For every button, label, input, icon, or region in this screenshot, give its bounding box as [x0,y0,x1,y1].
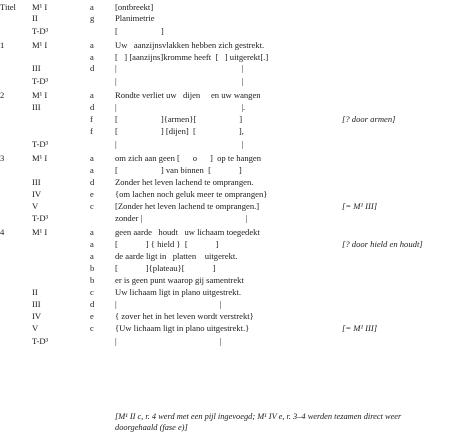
editorial-note: [= M¹ III] [342,323,378,333]
variant-text: [ ] van binnen [ ] [115,165,242,175]
phase-letter: c [90,287,94,297]
variant-text: [ ] { hield } [ ] [115,239,219,249]
variant-row [0,26,450,36]
variant-text: Rondte verliet uw dijen en uw wangen [115,90,261,100]
version-sigil: T-D³ [32,76,49,86]
variant-text: zonder | | [115,213,248,223]
phase-letter: a [90,165,94,175]
version-sigil: III [32,177,41,187]
variant-row [0,213,450,223]
row-label: Titel [0,2,16,12]
variant-text: | | [115,63,244,73]
phase-letter: e [90,311,94,321]
variant-text: | | [115,336,222,346]
variant-row [0,165,450,175]
phase-letter: d [90,63,95,73]
editorial-footnote [115,411,445,433]
phase-letter: a [90,239,94,249]
variant-text: | | [115,76,244,86]
variant-text: [ ]{plateau}[ ] [115,263,216,273]
phase-letter: g [90,13,95,23]
variant-row [0,263,450,273]
version-sigil: M¹ I [32,153,48,163]
variant-row [0,189,450,199]
row-label: 1 [0,40,5,50]
version-sigil: T-D³ [32,336,49,346]
variant-row [0,287,450,297]
variant-row [0,275,450,285]
phase-letter: d [90,299,95,309]
variant-row [0,139,450,149]
phase-letter: d [90,177,95,187]
phase-letter: a [90,251,94,261]
phase-letter: b [90,275,95,285]
variant-row [0,126,450,136]
variant-text: {Uw lichaam ligt in plano uitgestrekt.} [115,323,250,333]
version-sigil: M¹ I [32,2,48,12]
variant-text: [ ] [115,26,164,36]
variant-text: geen aarde houdt uw lichaam toegedekt [115,227,260,237]
row-label: 2 [0,90,5,100]
variant-row [0,299,450,309]
version-sigil: T-D³ [32,139,49,149]
variant-row [0,13,450,23]
version-sigil: IV [32,189,42,199]
phase-letter: a [90,90,94,100]
variant-text: er is geen punt waarop gij samentrekt [115,275,244,285]
variant-row [0,114,450,124]
footnote-line: [M¹ II c, r. 4 werd met een pijl ingevoegd; M¹ IV e, r. 3–4 werden tezamen direct weer [115,412,402,421]
version-sigil: T-D³ [32,213,49,223]
phase-letter: a [90,2,94,12]
variant-row [0,311,450,321]
row-label: 3 [0,153,5,163]
row-label: 4 [0,227,5,237]
variant-row [0,251,450,261]
version-sigil: V [32,201,39,211]
variant-text: Zonder het leven lachend te omprangen. [115,177,254,187]
variant-text: { zover het in het leven wordt verstrekt} [115,311,254,321]
variant-text: | | [115,299,222,309]
version-sigil: M¹ I [32,227,48,237]
version-sigil: T-D³ [32,26,49,36]
variant-row [0,336,450,346]
variant-row [0,153,450,163]
variant-row [0,76,450,86]
variant-row [0,323,450,333]
variant-text: Uw aanzijnsvlakken hebben zich gestrekt. [115,40,265,50]
variant-row [0,63,450,73]
phase-letter: c [90,323,94,333]
variant-text: [ ] [aanzijns]kromme heeft [ ] uitgerekt[.] [115,52,269,62]
variant-row [0,239,450,249]
variant-text: [ ] [dijen] [ ], [115,126,244,136]
variant-row [0,40,450,50]
variant-row [0,52,450,62]
phase-letter: d [90,102,95,112]
variant-text: | |. [115,102,246,112]
phase-letter: a [90,52,94,62]
version-sigil: III [32,299,41,309]
variant-row [0,102,450,112]
variant-text: {om lachen noch geluk meer te omprangen} [115,189,268,199]
footnote-line: doorgehaald (fase e)] [115,423,188,432]
variant-row [0,201,450,211]
phase-letter: a [90,227,94,237]
variant-text: | | [115,139,244,149]
variant-text: om zich aan geen [ o ] op te hangen [115,153,262,163]
version-sigil: II [32,13,38,23]
phase-letter: a [90,153,94,163]
version-sigil: III [32,63,41,73]
variant-row [0,227,450,237]
variant-text: [ontbreekt] [115,2,154,12]
variant-text: de aarde ligt in platten uitgerekt. [115,251,238,261]
phase-letter: a [90,40,94,50]
version-sigil: V [32,323,39,333]
version-sigil: M¹ I [32,90,48,100]
version-sigil: II [32,287,38,297]
phase-letter: c [90,201,94,211]
phase-letter: f [90,114,93,124]
editorial-note: [? door armen] [342,114,396,124]
variant-text: [ ]{armen}[ ] [115,114,243,124]
variant-text: Uw lichaam ligt in plano uitgestrekt. [115,287,242,297]
variant-text: Planimetrie [115,13,155,23]
editorial-note: [? door hield en houdt] [342,239,423,249]
variant-row [0,2,450,12]
version-sigil: III [32,102,41,112]
phase-letter: e [90,189,94,199]
phase-letter: f [90,126,93,136]
editorial-note: [= M¹ III] [342,201,378,211]
version-sigil: M¹ I [32,40,48,50]
version-sigil: IV [32,311,42,321]
variant-row [0,90,450,100]
variant-row [0,177,450,187]
variant-text: [Zonder het leven lachend te omprangen.] [115,201,260,211]
phase-letter: b [90,263,95,273]
